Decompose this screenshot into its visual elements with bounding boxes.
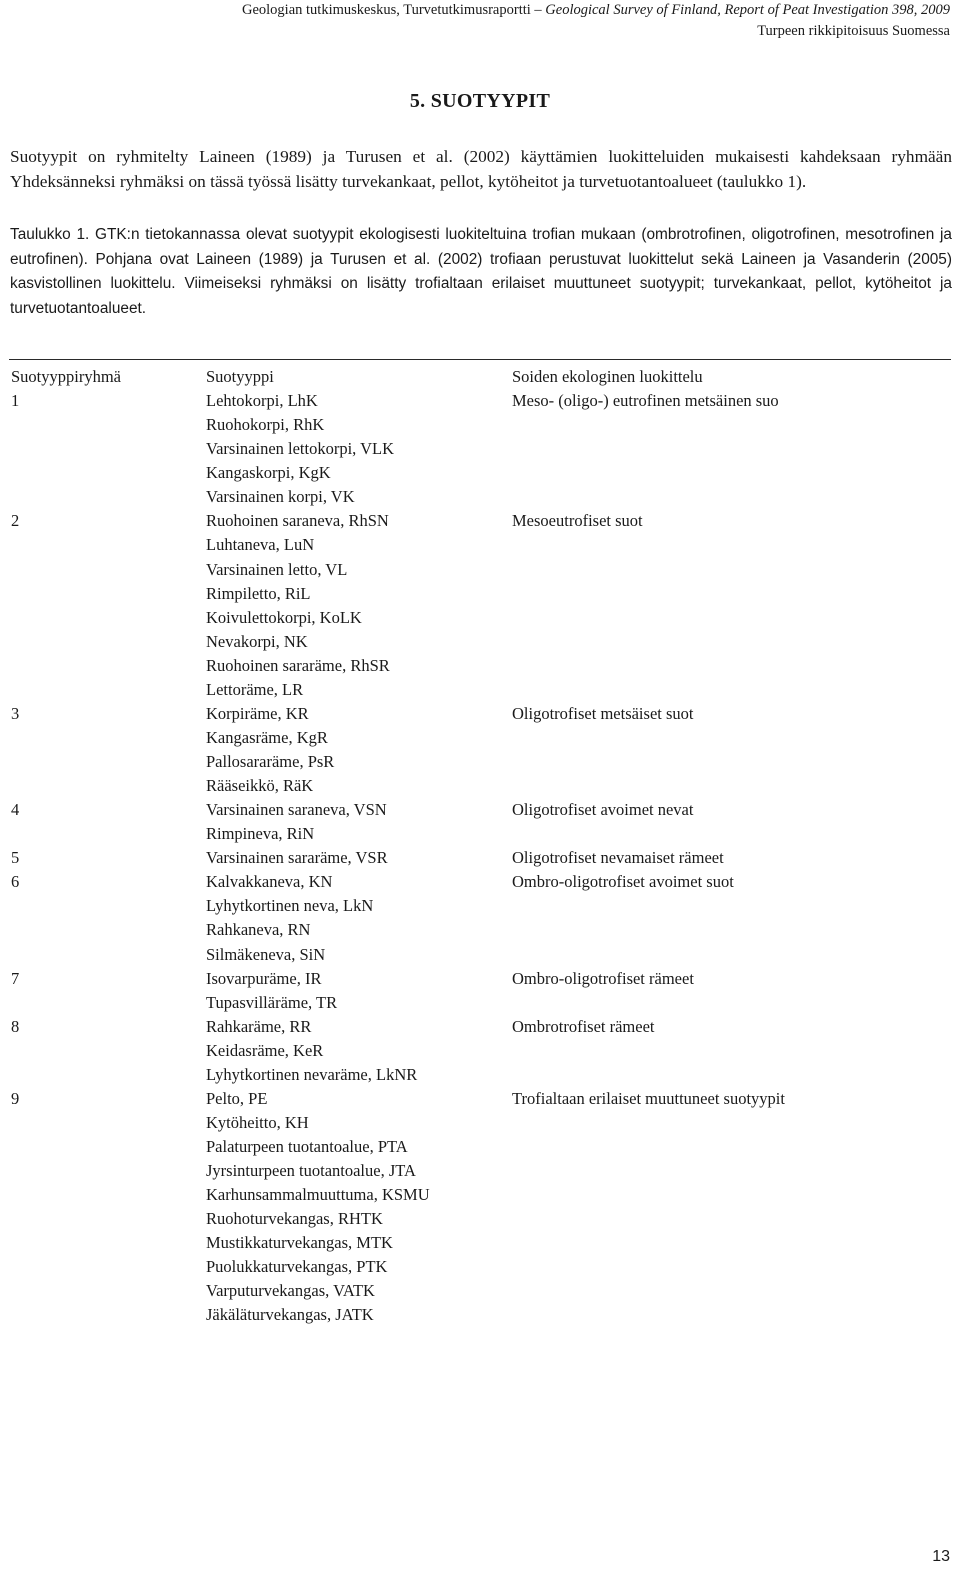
suotyyppi-entry: Mustikkaturvekangas, MTK — [206, 1233, 393, 1253]
running-header-line1 — [10, 0, 950, 21]
table-row — [11, 389, 951, 509]
type-list — [206, 389, 512, 509]
suotyyppi-entry: Rääseikkö, RäK — [206, 776, 314, 796]
table-top-rule — [9, 359, 951, 360]
running-header-prefix: Geologian tutkimuskeskus, Turvetutkimusraportti – — [241, 2, 546, 18]
running-header — [10, 0, 950, 42]
suotyyppi-entry: Keidasräme, KeR — [206, 1040, 324, 1060]
ecological-class: Trofialtaan erilaiset muuttuneet suotyypit — [512, 1088, 785, 1108]
type-list — [206, 846, 512, 870]
table-caption: Taulukko 1. GTK:n tietokannassa olevat suotyypit ekologisesti luokiteltuina trofian mukaan (ombrotrofinen, oligotrofinen, mesotrofinen ja eutrofinen). Pohjana ovat Laineen (1989) ja Turusen et al. (2002) trofiaan perustuvat luokittelut sekä Laineen ja Vasanderin (2005) kasvistollinen luokittelu. Viimeiseksi ryhmäksi on lisätty trofialtaan erilaiset muuttuneet suotyypit; turvekankaat, pellot, kytöheitot ja turvetuotantoalueet. — [10, 226, 952, 318]
suotyyppi-entry: Korpiräme, KR — [206, 703, 309, 723]
suotyyppi-entry: Ruohoinen saraneva, RhSN — [206, 511, 389, 531]
suotyyppi-entry: Luhtaneva, LuN — [206, 535, 315, 555]
header-type: Suotyyppi — [206, 367, 274, 386]
suotyyppi-entry: Varsinainen sararäme, VSR — [206, 848, 388, 868]
header-group: Suotyyppiryhmä — [11, 367, 121, 386]
ecological-class: Mesoeutrofiset suot — [512, 511, 643, 531]
suotyyppi-entry: Pelto, PE — [206, 1088, 268, 1108]
group-number: 8 — [11, 1016, 20, 1036]
ecological-class: Oligotrofiset metsäiset suot — [512, 703, 694, 723]
table-row — [11, 967, 951, 1015]
type-list — [206, 870, 512, 966]
table-row — [11, 509, 951, 702]
suotyyppi-entry: Jyrsinturpeen tuotantoalue, JTA — [206, 1161, 416, 1181]
type-list — [206, 509, 512, 702]
group-number: 3 — [11, 703, 20, 723]
group-number: 4 — [11, 800, 20, 820]
section-heading: 5. SUOTYYPIT — [409, 90, 551, 112]
suotyyppi-entry: Tupasvilläräme, TR — [206, 992, 338, 1012]
suotyyppi-entry: Rimpiletto, RiL — [206, 583, 311, 603]
suotyyppi-entry: Lettoräme, LR — [206, 679, 304, 699]
suotyyppi-entry: Lyhytkortinen neva, LkN — [206, 896, 374, 916]
suotyyppi-entry: Nevakorpi, NK — [206, 631, 308, 651]
group-number: 1 — [11, 391, 20, 411]
table-row — [11, 702, 951, 798]
suotyyppi-entry: Varsinainen korpi, VK — [206, 487, 355, 507]
running-header-english-title: Geological Survey of Finland, Report of Peat Investigation 398, 2009 — [545, 2, 950, 18]
suotyyppi-entry: Koivulettokorpi, KoLK — [206, 607, 362, 627]
ecological-class: Ombrotrofiset rämeet — [512, 1016, 655, 1036]
suotyyppi-entry: Rimpineva, RiN — [206, 824, 315, 844]
suotyyppi-entry: Puolukkaturvekangas, PTK — [206, 1257, 388, 1277]
type-list — [206, 798, 512, 846]
intro-paragraph: Suotyypit on ryhmitelty Laineen (1989) ja Turusen et al. (2002) käyttämien luokitteluiden mukaisesti kahdeksaan ryhmään Yhdeksänneksi ryhmäksi on tässä työssä lisätty turvekankaat, pellot, kytöheitot ja turvetuotantoalueet (taulukko 1). — [10, 147, 952, 191]
suotyyppi-entry: Silmäkeneva, SiN — [206, 944, 326, 964]
suotyyppi-entry: Kytöheitto, KH — [206, 1112, 309, 1132]
group-number: 2 — [11, 511, 20, 531]
suotyyppi-entry: Jäkäläturvekangas, JATK — [206, 1305, 374, 1325]
header-ecological: Soiden ekologinen luokittelu — [512, 367, 703, 386]
suotyyppi-entry: Varsinainen saraneva, VSN — [206, 800, 387, 820]
suotyyppi-entry: Palaturpeen tuotantoalue, PTA — [206, 1137, 408, 1156]
suotyyppi-entry: Isovarpuräme, IR — [206, 968, 322, 988]
ecological-class: Oligotrofiset avoimet nevat — [512, 800, 694, 820]
table-row — [11, 846, 951, 870]
ecological-class: Oligotrofiset nevamaiset rämeet — [512, 848, 724, 868]
suotyyppi-entry: Kalvakkaneva, KN — [206, 872, 333, 892]
type-list — [206, 1087, 512, 1328]
suotyyppi-entry: Kangaskorpi, KgK — [206, 463, 331, 483]
ecological-class: Ombro-oligotrofiset avoimet suot — [512, 872, 734, 892]
table-row — [11, 1015, 951, 1087]
group-number: 6 — [11, 872, 20, 892]
suotyyppi-entry: Varsinainen lettokorpi, VLK — [206, 439, 395, 459]
suotyyppi-entry: Karhunsammalmuuttuma, KSMU — [206, 1185, 430, 1205]
type-list — [206, 702, 512, 798]
group-number: 9 — [11, 1088, 20, 1108]
type-list — [206, 1015, 512, 1087]
suotyyppi-entry: Ruohokorpi, RhK — [206, 415, 325, 435]
table-body — [11, 389, 951, 1327]
suotyyppi-entry: Varsinainen letto, VL — [206, 559, 348, 579]
suotyyppi-table — [11, 365, 951, 1328]
table-header-row — [11, 365, 951, 389]
suotyyppi-entry: Rahkaräme, RR — [206, 1016, 312, 1036]
table-row — [11, 870, 951, 966]
table-row — [11, 798, 951, 846]
type-list — [206, 967, 512, 1015]
suotyyppi-entry: Varputurvekangas, VATK — [206, 1281, 375, 1301]
table-row — [11, 1087, 951, 1328]
page-number: 13 — [932, 1548, 950, 1565]
suotyyppi-entry: Lehtokorpi, LhK — [206, 391, 318, 411]
suotyyppi-entry: Rahkaneva, RN — [206, 920, 311, 940]
ecological-class: Ombro-oligotrofiset rämeet — [512, 968, 694, 988]
ecological-class: Meso- (oligo-) eutrofinen metsäinen suo — [512, 391, 779, 411]
suotyyppi-entry: Ruohoinen sararäme, RhSR — [206, 655, 390, 675]
running-header-line2: Turpeen rikkipitoisuus Suomessa — [757, 23, 950, 39]
suotyyppi-entry: Ruohoturvekangas, RHTK — [206, 1209, 383, 1229]
suotyyppi-entry: Pallosararäme, PsR — [206, 752, 335, 771]
group-number: 5 — [11, 848, 20, 868]
group-number: 7 — [11, 968, 20, 988]
suotyyppi-entry: Kangasräme, KgR — [206, 727, 328, 747]
suotyyppi-entry: Lyhytkortinen nevaräme, LkNR — [206, 1064, 418, 1084]
